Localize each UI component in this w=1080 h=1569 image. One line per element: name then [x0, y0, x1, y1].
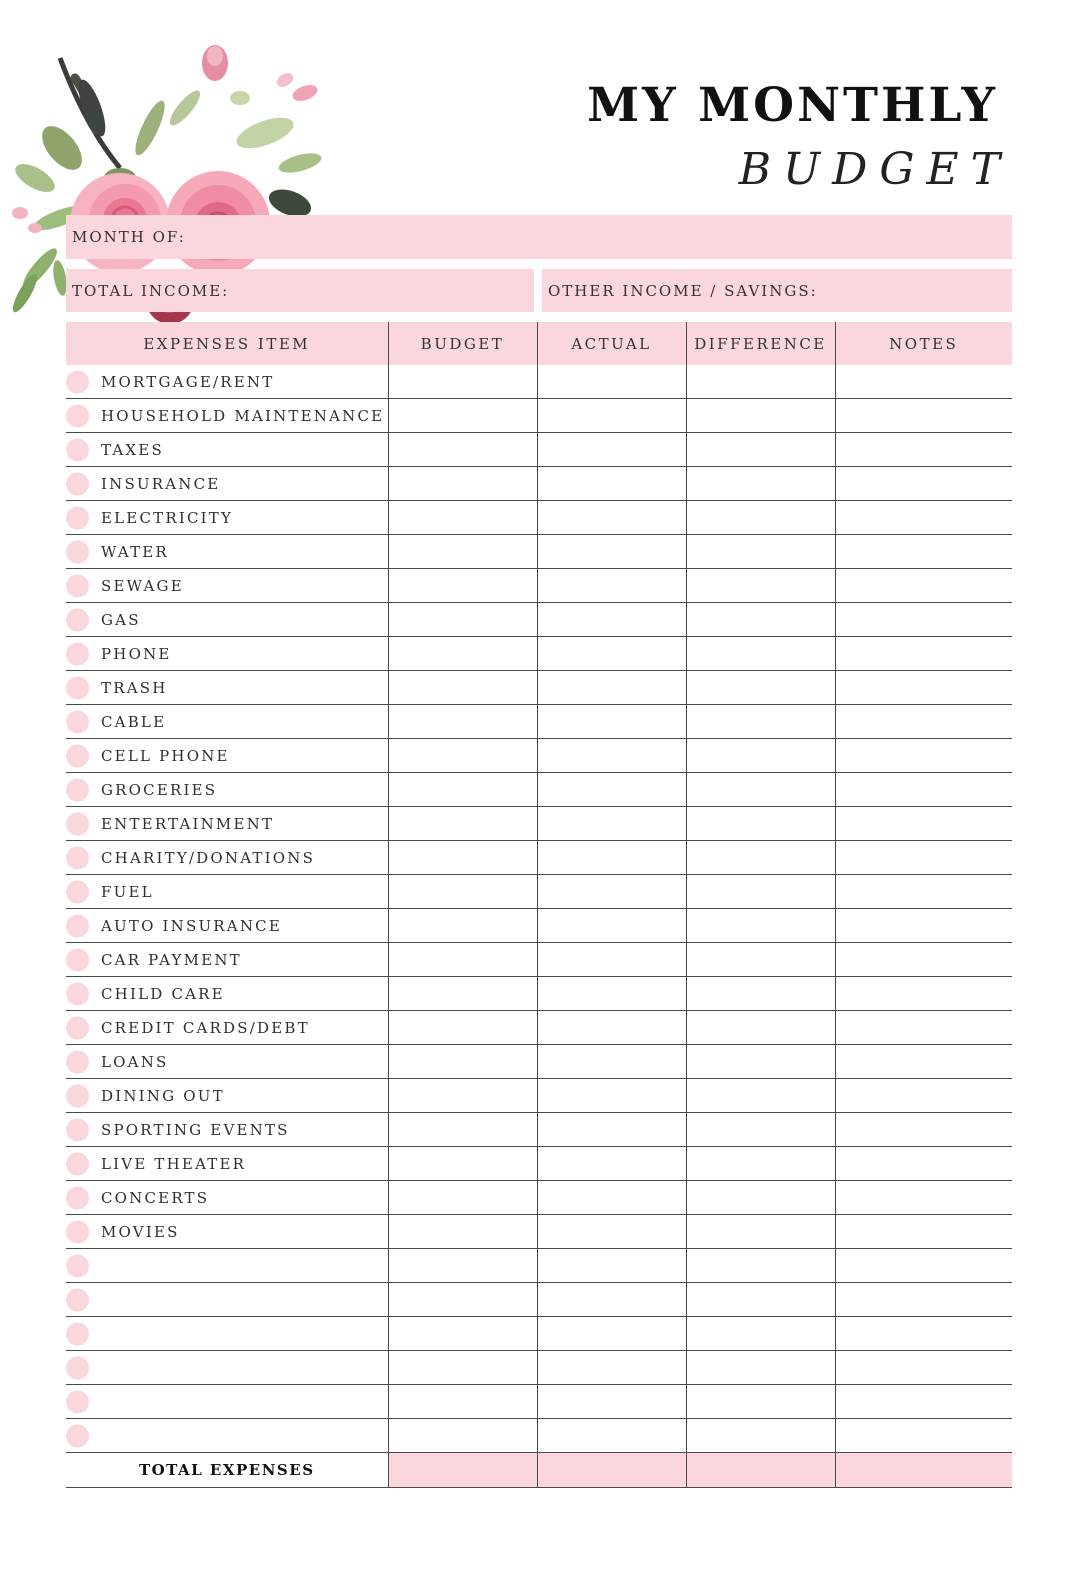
expense-item-label: CHILD CARE — [101, 984, 225, 1003]
actual-cell[interactable] — [537, 1419, 686, 1453]
total-expenses-row — [66, 1453, 1012, 1488]
table-row — [66, 807, 1012, 841]
total-actual-cell[interactable] — [537, 1453, 686, 1488]
actual-cell[interactable] — [537, 773, 686, 807]
notes-cell[interactable] — [835, 1011, 1012, 1045]
actual-cell[interactable] — [537, 909, 686, 943]
expense-item-label: MOVIES — [101, 1222, 180, 1241]
difference-cell[interactable] — [686, 603, 835, 637]
table-row — [66, 1351, 1012, 1385]
budget-cell[interactable] — [388, 1045, 537, 1079]
expense-item-label: CELL PHONE — [101, 746, 230, 765]
expense-item-cell[interactable] — [66, 909, 388, 943]
table-row — [66, 467, 1012, 501]
budget-cell[interactable] — [388, 1419, 537, 1453]
expense-item-cell[interactable] — [66, 1317, 388, 1351]
actual-cell[interactable] — [537, 1317, 686, 1351]
budget-cell[interactable] — [388, 739, 537, 773]
budget-cell[interactable] — [388, 807, 537, 841]
budget-cell[interactable] — [388, 365, 537, 399]
difference-cell[interactable] — [686, 977, 835, 1011]
actual-cell[interactable] — [537, 569, 686, 603]
month-of-field[interactable]: MONTH OF: — [66, 215, 1012, 259]
table-row — [66, 671, 1012, 705]
budget-cell[interactable] — [388, 977, 537, 1011]
budget-cell[interactable] — [388, 1385, 537, 1419]
row-bullet-icon — [66, 540, 89, 563]
expense-item-cell[interactable] — [66, 501, 388, 535]
expense-item-label: HOUSEHOLD MAINTENANCE — [101, 406, 385, 425]
budget-cell[interactable] — [388, 1181, 537, 1215]
expense-item-label: WATER — [101, 542, 169, 561]
table-row — [66, 399, 1012, 433]
expense-item-cell[interactable] — [66, 1351, 388, 1385]
notes-cell[interactable] — [835, 1249, 1012, 1283]
actual-cell[interactable] — [537, 1079, 686, 1113]
notes-cell[interactable] — [835, 501, 1012, 535]
column-header-difference: DIFFERENCE — [686, 322, 835, 365]
expense-item-cell[interactable] — [66, 433, 388, 467]
row-bullet-icon — [66, 676, 89, 699]
difference-cell[interactable] — [686, 1385, 835, 1419]
difference-cell[interactable] — [686, 1011, 835, 1045]
row-bullet-icon — [66, 1254, 89, 1277]
expense-item-label: CAR PAYMENT — [101, 950, 242, 969]
actual-cell[interactable] — [537, 671, 686, 705]
expense-item-label: LOANS — [101, 1052, 169, 1071]
table-row — [66, 1045, 1012, 1079]
difference-cell[interactable] — [686, 1351, 835, 1385]
notes-cell[interactable] — [835, 637, 1012, 671]
notes-cell[interactable] — [835, 1147, 1012, 1181]
row-bullet-icon — [66, 1356, 89, 1379]
expense-item-cell[interactable] — [66, 365, 388, 399]
actual-cell[interactable] — [537, 637, 686, 671]
total-notes-cell[interactable] — [835, 1453, 1012, 1488]
budget-cell[interactable] — [388, 705, 537, 739]
expense-item-label: PHONE — [101, 644, 172, 663]
table-row — [66, 1385, 1012, 1419]
expense-item-cell[interactable] — [66, 535, 388, 569]
difference-cell[interactable] — [686, 841, 835, 875]
row-bullet-icon — [66, 404, 89, 427]
notes-cell[interactable] — [835, 1317, 1012, 1351]
row-bullet-icon — [66, 1390, 89, 1413]
table-row — [66, 1011, 1012, 1045]
row-bullet-icon — [66, 642, 89, 665]
expense-item-label: INSURANCE — [101, 474, 221, 493]
expense-item-cell[interactable] — [66, 1181, 388, 1215]
table-header-row — [66, 322, 1012, 365]
difference-cell[interactable] — [686, 773, 835, 807]
budget-cell[interactable] — [388, 909, 537, 943]
row-bullet-icon — [66, 370, 89, 393]
expense-item-label: ENTERTAINMENT — [101, 814, 275, 833]
notes-cell[interactable] — [835, 433, 1012, 467]
expenses-table — [66, 322, 1012, 1488]
actual-cell[interactable] — [537, 943, 686, 977]
actual-cell[interactable] — [537, 739, 686, 773]
difference-cell[interactable] — [686, 1215, 835, 1249]
notes-cell[interactable] — [835, 841, 1012, 875]
budget-cell[interactable] — [388, 1215, 537, 1249]
row-bullet-icon — [66, 778, 89, 801]
actual-cell[interactable] — [537, 365, 686, 399]
table-row — [66, 875, 1012, 909]
expense-item-cell[interactable] — [66, 1385, 388, 1419]
table-row — [66, 1113, 1012, 1147]
notes-cell[interactable] — [835, 807, 1012, 841]
actual-cell[interactable] — [537, 433, 686, 467]
table-row — [66, 1215, 1012, 1249]
actual-cell[interactable] — [537, 1249, 686, 1283]
actual-cell[interactable] — [537, 1283, 686, 1317]
table-row — [66, 773, 1012, 807]
notes-cell[interactable] — [835, 977, 1012, 1011]
budget-cell[interactable] — [388, 1079, 537, 1113]
expense-item-cell[interactable] — [66, 739, 388, 773]
column-header-notes: NOTES — [835, 322, 1012, 365]
expense-item-cell[interactable] — [66, 1249, 388, 1283]
column-header-expenses-item: EXPENSES ITEM — [66, 322, 388, 365]
row-bullet-icon — [66, 574, 89, 597]
actual-cell[interactable] — [537, 1385, 686, 1419]
actual-cell[interactable] — [537, 501, 686, 535]
difference-cell[interactable] — [686, 1249, 835, 1283]
notes-cell[interactable] — [835, 399, 1012, 433]
notes-cell[interactable] — [835, 1113, 1012, 1147]
expense-item-label: TRASH — [101, 678, 168, 697]
budget-cell[interactable] — [388, 1011, 537, 1045]
table-row — [66, 705, 1012, 739]
notes-cell[interactable] — [835, 875, 1012, 909]
row-bullet-icon — [66, 472, 89, 495]
table-row — [66, 535, 1012, 569]
row-bullet-icon — [66, 880, 89, 903]
budget-cell[interactable] — [388, 773, 537, 807]
column-header-actual: ACTUAL — [537, 322, 686, 365]
column-header-budget: BUDGET — [388, 322, 537, 365]
expense-item-cell[interactable] — [66, 603, 388, 637]
budget-cell[interactable] — [388, 671, 537, 705]
row-bullet-icon — [66, 506, 89, 529]
actual-cell[interactable] — [537, 1181, 686, 1215]
expense-item-cell[interactable] — [66, 1113, 388, 1147]
row-bullet-icon — [66, 846, 89, 869]
actual-cell[interactable] — [537, 1215, 686, 1249]
row-bullet-icon — [66, 1084, 89, 1107]
budget-cell[interactable] — [388, 1113, 537, 1147]
notes-cell[interactable] — [835, 1385, 1012, 1419]
difference-cell[interactable] — [686, 875, 835, 909]
notes-cell[interactable] — [835, 569, 1012, 603]
difference-cell[interactable] — [686, 1317, 835, 1351]
budget-cell[interactable] — [388, 1317, 537, 1351]
difference-cell[interactable] — [686, 705, 835, 739]
difference-cell[interactable] — [686, 1079, 835, 1113]
expense-item-label: CREDIT CARDS/DEBT — [101, 1018, 310, 1037]
total-budget-cell[interactable] — [388, 1453, 537, 1488]
table-row — [66, 1147, 1012, 1181]
table-row — [66, 501, 1012, 535]
page-subtitle: BUDGET — [738, 144, 1012, 195]
budget-cell[interactable] — [388, 569, 537, 603]
table-row — [66, 1317, 1012, 1351]
budget-cell[interactable] — [388, 467, 537, 501]
expense-item-cell[interactable] — [66, 1011, 388, 1045]
row-bullet-icon — [66, 744, 89, 767]
row-bullet-icon — [66, 1424, 89, 1447]
actual-cell[interactable] — [537, 841, 686, 875]
budget-cell[interactable] — [388, 1351, 537, 1385]
row-bullet-icon — [66, 1288, 89, 1311]
budget-cell[interactable] — [388, 501, 537, 535]
expense-item-cell[interactable] — [66, 467, 388, 501]
row-bullet-icon — [66, 948, 89, 971]
table-row — [66, 841, 1012, 875]
difference-cell[interactable] — [686, 739, 835, 773]
actual-cell[interactable] — [537, 467, 686, 501]
notes-cell[interactable] — [835, 909, 1012, 943]
notes-cell[interactable] — [835, 365, 1012, 399]
expense-item-label: LIVE THEATER — [101, 1154, 247, 1173]
row-bullet-icon — [66, 812, 89, 835]
row-bullet-icon — [66, 1016, 89, 1039]
expense-item-label: FUEL — [101, 882, 154, 901]
notes-cell[interactable] — [835, 467, 1012, 501]
table-row — [66, 739, 1012, 773]
expense-item-label: CHARITY/DONATIONS — [101, 848, 316, 867]
actual-cell[interactable] — [537, 603, 686, 637]
row-bullet-icon — [66, 438, 89, 461]
budget-cell[interactable] — [388, 535, 537, 569]
difference-cell[interactable] — [686, 433, 835, 467]
difference-cell[interactable] — [686, 1113, 835, 1147]
expense-item-label: DINING OUT — [101, 1086, 225, 1105]
table-row — [66, 1419, 1012, 1453]
expense-item-cell[interactable] — [66, 1079, 388, 1113]
expense-item-label: GROCERIES — [101, 780, 218, 799]
expense-item-cell[interactable] — [66, 807, 388, 841]
actual-cell[interactable] — [537, 1147, 686, 1181]
total-income-field[interactable]: TOTAL INCOME: — [66, 269, 534, 312]
difference-cell[interactable] — [686, 1045, 835, 1079]
difference-cell[interactable] — [686, 1147, 835, 1181]
table-row — [66, 1079, 1012, 1113]
expense-item-cell[interactable] — [66, 977, 388, 1011]
expense-item-cell[interactable] — [66, 1419, 388, 1453]
notes-cell[interactable] — [835, 739, 1012, 773]
actual-cell[interactable] — [537, 1351, 686, 1385]
budget-cell[interactable] — [388, 841, 537, 875]
notes-cell[interactable] — [835, 1419, 1012, 1453]
actual-cell[interactable] — [537, 1113, 686, 1147]
budget-cell[interactable] — [388, 875, 537, 909]
expense-item-cell[interactable] — [66, 1283, 388, 1317]
table-row — [66, 637, 1012, 671]
actual-cell[interactable] — [537, 399, 686, 433]
notes-cell[interactable] — [835, 1079, 1012, 1113]
actual-cell[interactable] — [537, 1045, 686, 1079]
actual-cell[interactable] — [537, 535, 686, 569]
other-income-savings-field[interactable]: OTHER INCOME / SAVINGS: — [542, 269, 1012, 312]
total-difference-cell[interactable] — [686, 1453, 835, 1488]
row-bullet-icon — [66, 1152, 89, 1175]
table-row — [66, 1249, 1012, 1283]
expense-item-cell[interactable] — [66, 705, 388, 739]
difference-cell[interactable] — [686, 365, 835, 399]
expense-item-label: SEWAGE — [101, 576, 184, 595]
budget-cell[interactable] — [388, 1249, 537, 1283]
table-row — [66, 603, 1012, 637]
expense-item-cell[interactable] — [66, 773, 388, 807]
budget-cell[interactable] — [388, 1147, 537, 1181]
expense-item-label: TAXES — [101, 440, 164, 459]
difference-cell[interactable] — [686, 1419, 835, 1453]
expense-item-cell[interactable] — [66, 1147, 388, 1181]
expense-item-label: CONCERTS — [101, 1188, 210, 1207]
expense-item-label: ELECTRICITY — [101, 508, 234, 527]
notes-cell[interactable] — [835, 671, 1012, 705]
difference-cell[interactable] — [686, 569, 835, 603]
row-bullet-icon — [66, 914, 89, 937]
notes-cell[interactable] — [835, 705, 1012, 739]
notes-cell[interactable] — [835, 773, 1012, 807]
row-bullet-icon — [66, 1322, 89, 1345]
difference-cell[interactable] — [686, 909, 835, 943]
difference-cell[interactable] — [686, 535, 835, 569]
table-row — [66, 365, 1012, 399]
notes-cell[interactable] — [835, 603, 1012, 637]
actual-cell[interactable] — [537, 977, 686, 1011]
expense-item-label: MORTGAGE/RENT — [101, 372, 275, 391]
difference-cell[interactable] — [686, 1283, 835, 1317]
budget-cell[interactable] — [388, 943, 537, 977]
row-bullet-icon — [66, 1118, 89, 1141]
budget-cell[interactable] — [388, 399, 537, 433]
notes-cell[interactable] — [835, 943, 1012, 977]
actual-cell[interactable] — [537, 1011, 686, 1045]
actual-cell[interactable] — [537, 875, 686, 909]
difference-cell[interactable] — [686, 467, 835, 501]
notes-cell[interactable] — [835, 1215, 1012, 1249]
expense-item-cell[interactable] — [66, 1045, 388, 1079]
table-row — [66, 1181, 1012, 1215]
row-bullet-icon — [66, 982, 89, 1005]
difference-cell[interactable] — [686, 637, 835, 671]
difference-cell[interactable] — [686, 399, 835, 433]
expense-item-cell[interactable] — [66, 569, 388, 603]
page-title: MY MONTHLY — [587, 78, 998, 133]
notes-cell[interactable] — [835, 1351, 1012, 1385]
budget-cell[interactable] — [388, 637, 537, 671]
notes-cell[interactable] — [835, 1045, 1012, 1079]
actual-cell[interactable] — [537, 807, 686, 841]
expense-item-label: AUTO INSURANCE — [101, 916, 282, 935]
table-row — [66, 977, 1012, 1011]
row-bullet-icon — [66, 1220, 89, 1243]
notes-cell[interactable] — [835, 535, 1012, 569]
difference-cell[interactable] — [686, 807, 835, 841]
row-bullet-icon — [66, 710, 89, 733]
budget-cell[interactable] — [388, 603, 537, 637]
expense-item-cell[interactable] — [66, 841, 388, 875]
difference-cell[interactable] — [686, 1181, 835, 1215]
expense-item-cell[interactable] — [66, 943, 388, 977]
expense-item-cell[interactable] — [66, 671, 388, 705]
expense-item-cell[interactable] — [66, 1215, 388, 1249]
expense-item-cell[interactable] — [66, 637, 388, 671]
total-expenses-label: TOTAL EXPENSES — [66, 1453, 388, 1488]
difference-cell[interactable] — [686, 671, 835, 705]
row-bullet-icon — [66, 1050, 89, 1073]
budget-cell[interactable] — [388, 433, 537, 467]
actual-cell[interactable] — [537, 705, 686, 739]
expense-item-label: GAS — [101, 610, 141, 629]
table-row — [66, 1283, 1012, 1317]
expense-item-cell[interactable] — [66, 875, 388, 909]
table-row — [66, 569, 1012, 603]
expense-item-label: SPORTING EVENTS — [101, 1120, 290, 1139]
table-row — [66, 943, 1012, 977]
expense-item-label: CABLE — [101, 712, 167, 731]
notes-cell[interactable] — [835, 1181, 1012, 1215]
row-bullet-icon — [66, 1186, 89, 1209]
difference-cell[interactable] — [686, 501, 835, 535]
table-row — [66, 909, 1012, 943]
table-row — [66, 433, 1012, 467]
budget-cell[interactable] — [388, 1283, 537, 1317]
row-bullet-icon — [66, 608, 89, 631]
notes-cell[interactable] — [835, 1283, 1012, 1317]
difference-cell[interactable] — [686, 943, 835, 977]
expense-item-cell[interactable] — [66, 399, 388, 433]
